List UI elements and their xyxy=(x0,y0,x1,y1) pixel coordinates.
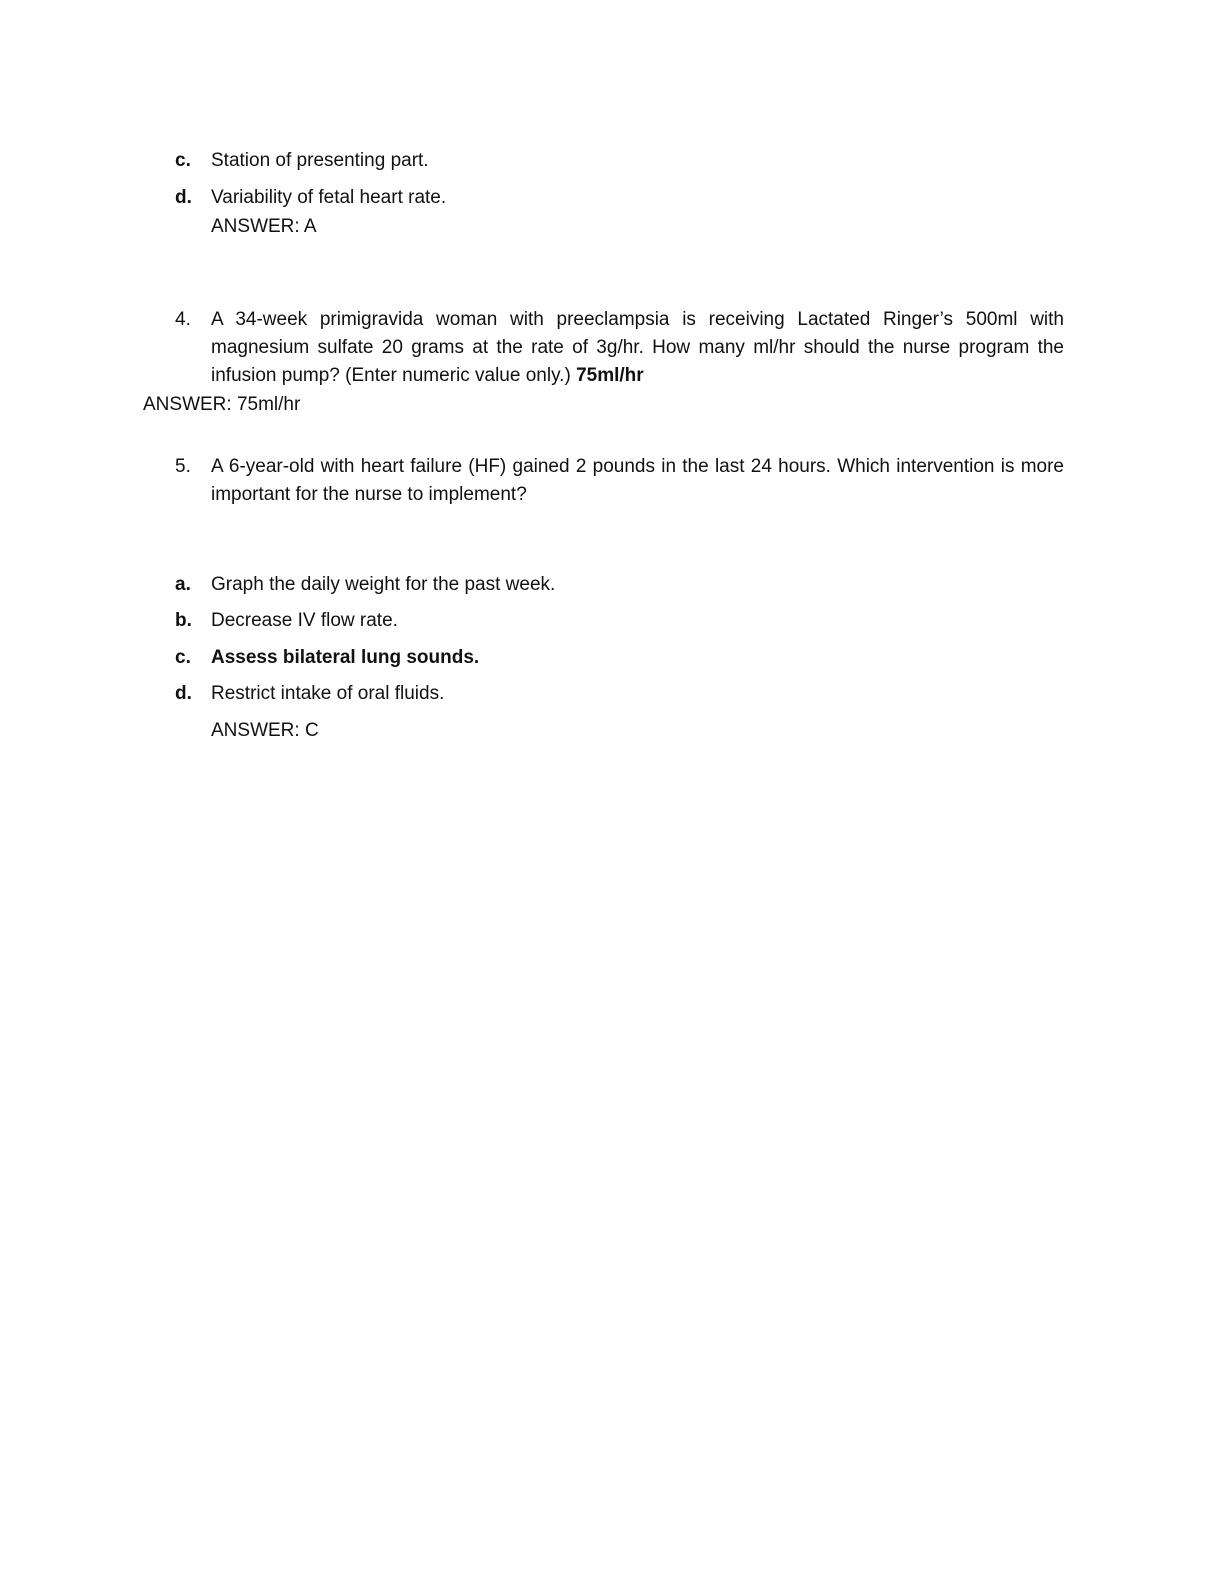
option-text: Variability of fetal heart rate. xyxy=(211,187,447,208)
option-letter: a. xyxy=(175,574,191,595)
option-text: Restrict intake of oral fluids. xyxy=(211,683,445,704)
question-text xyxy=(211,453,1064,509)
option-letter: c. xyxy=(175,150,191,171)
answer-line: ANSWER: A xyxy=(211,216,317,237)
question-number: 5. xyxy=(175,456,191,477)
option-letter: c. xyxy=(175,647,191,668)
option-letter: d. xyxy=(175,187,192,208)
option-text: Decrease IV flow rate. xyxy=(211,610,398,631)
answer-line: ANSWER: C xyxy=(211,720,319,741)
option-letter: b. xyxy=(175,610,192,631)
option-letter: d. xyxy=(175,683,192,704)
question-body: A 6-year-old with heart failure (HF) gained 2 pounds in the last 24 hours. Which intervention is more important for the nurse to implement? xyxy=(211,456,1064,505)
option-text-correct: Assess bilateral lung sounds. xyxy=(211,647,480,668)
question-body: A 34-week primigravida woman with preeclampsia is receiving Lactated Ringer’s 500ml with magnesium sulfate 20 grams at the rate of 3g/hr. How many ml/hr should the nurse program the infusion pump? (Enter numeric value only.) xyxy=(211,309,1064,386)
question-text xyxy=(211,306,1064,390)
answer-line: ANSWER: 75ml/hr xyxy=(143,394,301,415)
option-text: Station of presenting part. xyxy=(211,150,429,171)
option-text: Graph the daily weight for the past week. xyxy=(211,574,556,595)
inline-answer: 75ml/hr xyxy=(576,365,644,386)
question-number: 4. xyxy=(175,309,191,330)
